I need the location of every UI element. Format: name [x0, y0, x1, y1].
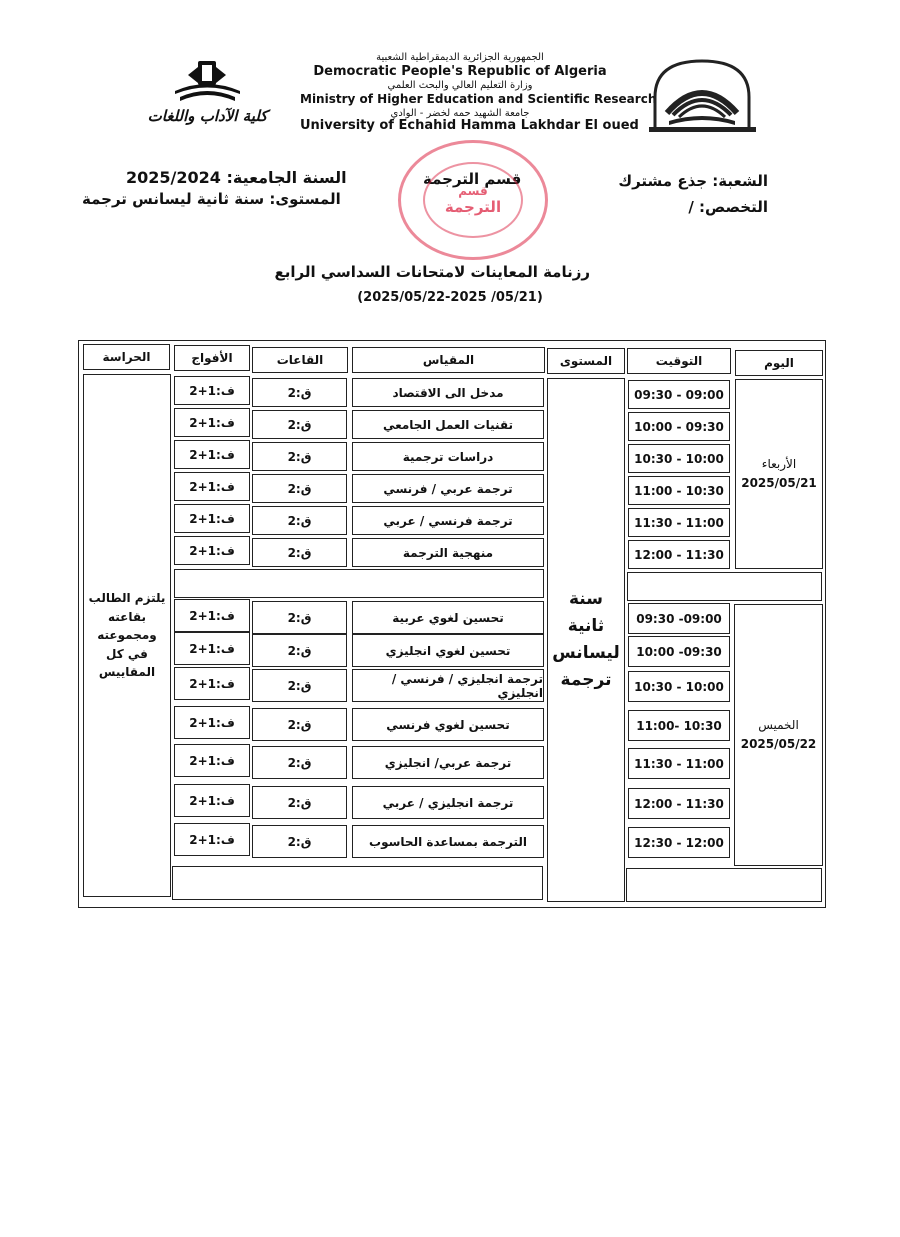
- module-cell: منهجية الترجمة: [352, 538, 544, 567]
- header-groups: الأفواج: [174, 345, 250, 371]
- department: قسم الترجمة: [423, 170, 522, 188]
- room-cell: ق:2: [252, 474, 347, 503]
- separator-row: [172, 866, 543, 900]
- guard-line: في كل: [106, 646, 148, 661]
- time-cell: 10:30 - 10:00: [628, 444, 730, 473]
- level-line: ثانية: [567, 615, 605, 636]
- room-cell: ق:2: [252, 378, 347, 407]
- groups-cell: ف:1+2: [174, 408, 250, 437]
- groups-cell: ف:1+2: [174, 667, 250, 700]
- time-cell: 09:30 - 09:00: [628, 380, 730, 409]
- guard-line: يلتزم الطالب: [88, 591, 166, 606]
- groups-cell: ف:1+2: [174, 784, 250, 817]
- en-republic: Democratic People's Republic of Algeria: [313, 64, 607, 79]
- time-cell: 10:00 - 09:30: [628, 412, 730, 441]
- room-cell: ق:2: [252, 825, 347, 858]
- groups-cell: ف:1+2: [174, 706, 250, 739]
- time-cell: 12:00 - 11:30: [628, 540, 730, 569]
- room-cell: ق:2: [252, 601, 347, 634]
- academic-year: السنة الجامعية: 2025/2024: [126, 168, 347, 187]
- separator-row: [627, 572, 822, 601]
- en-ministry: Ministry of Higher Education and Scientific Research: [300, 92, 657, 106]
- module-cell: تحسين لغوي فرنسي: [352, 708, 544, 741]
- level-line: ترجمة: [560, 670, 612, 691]
- time-cell: 11:00 - 10:30: [628, 476, 730, 505]
- module-cell: ترجمة انجليزي / عربي: [352, 786, 544, 819]
- separator-row: [174, 569, 544, 598]
- branch: الشعبة: جذع مشترك: [618, 172, 768, 190]
- room-cell: ق:2: [252, 634, 347, 667]
- module-cell: ترجمة عربي/ انجليزي: [352, 746, 544, 779]
- day-date: 2025/05/21: [741, 476, 817, 490]
- header-day: اليوم: [735, 350, 823, 376]
- stamp-line2: الترجمة: [444, 198, 502, 216]
- time-cell: 11:30 - 11:00: [628, 508, 730, 537]
- guard-line: ومجموعته: [97, 628, 157, 643]
- day-name: الأربعاء: [761, 457, 797, 472]
- ar-ministry: وزارة التعليم العالي والبحث العلمي: [387, 80, 533, 91]
- header-time: التوقيت: [627, 348, 731, 374]
- level-cell: [547, 378, 625, 902]
- schedule-period: (2025/05/22-2025 /05/21): [357, 290, 543, 305]
- level-line: ليسانس: [552, 643, 620, 663]
- room-cell: ق:2: [252, 669, 347, 702]
- groups-cell: ف:1+2: [174, 744, 250, 777]
- day-cell-thursday: [734, 604, 823, 866]
- module-cell: الترجمة بمساعدة الحاسوب: [352, 825, 544, 858]
- module-cell: تقنيات العمل الجامعي: [352, 410, 544, 439]
- module-cell: ترجمة عربي / فرنسي: [352, 474, 544, 503]
- header-module: المقياس: [352, 347, 545, 373]
- room-cell: ق:2: [252, 746, 347, 779]
- time-cell: 10:30 - 10:00: [628, 671, 730, 702]
- en-university: University of Echahid Hamma Lakhdar El oued: [300, 118, 639, 133]
- faculty-logo: [140, 55, 275, 135]
- guard-cell: [83, 374, 171, 897]
- ar-republic: الجمهورية الجزائرية الديمقراطية الشعبية: [376, 52, 544, 63]
- header-guard: الحراسة: [83, 344, 170, 370]
- room-cell: ق:2: [252, 410, 347, 439]
- room-cell: ق:2: [252, 506, 347, 535]
- day-date: 2025/05/22: [740, 737, 817, 751]
- book-logo-icon: [140, 55, 275, 105]
- module-cell: دراسات ترجمية: [352, 442, 544, 471]
- level-line: سنة: [569, 588, 603, 609]
- time-cell: 11:30 - 11:00: [628, 748, 730, 779]
- groups-cell: ف:1+2: [174, 599, 250, 632]
- groups-cell: ف:1+2: [174, 823, 250, 856]
- time-cell: 11:00- 10:30: [628, 710, 730, 741]
- stamp-line1: قسم: [458, 184, 488, 198]
- room-cell: ق:2: [252, 442, 347, 471]
- university-logo: [645, 55, 760, 135]
- room-cell: ق:2: [252, 786, 347, 819]
- module-cell: ترجمة فرنسي / عربي: [352, 506, 544, 535]
- room-cell: ق:2: [252, 538, 347, 567]
- time-cell: 10:00 -09:30: [628, 636, 730, 667]
- guard-line: بقاعته: [107, 609, 146, 624]
- university-emblem-icon: [645, 55, 760, 135]
- module-cell: ترجمة انجليزي / فرنسي / انجليزي: [352, 669, 544, 702]
- day-cell-wednesday: [735, 379, 823, 569]
- guard-line: المقاييس: [98, 665, 156, 680]
- specialty: التخصص: /: [688, 198, 768, 216]
- module-cell: مدخل الى الاقتصاد: [352, 378, 544, 407]
- day-name: الخميس: [758, 718, 799, 733]
- schedule-title: رزنامة المعاينات لامتحانات السداسي الرابع: [274, 263, 590, 281]
- time-cell: 09:30 -09:00: [628, 603, 730, 634]
- separator-row: [626, 868, 822, 902]
- groups-cell: ف:1+2: [174, 632, 250, 665]
- header-room: القاعات: [252, 347, 348, 373]
- groups-cell: ف:1+2: [174, 536, 250, 565]
- department-stamp: [398, 140, 548, 260]
- groups-cell: ف:1+2: [174, 376, 250, 405]
- groups-cell: ف:1+2: [174, 472, 250, 501]
- time-cell: 12:00 - 11:30: [628, 788, 730, 819]
- faculty-logo-text: كلية الآداب واللغات: [147, 107, 268, 125]
- level-info: المستوى: سنة ثانية ليسانس ترجمة: [82, 190, 341, 208]
- time-cell: 12:30 - 12:00: [628, 827, 730, 858]
- room-cell: ق:2: [252, 708, 347, 741]
- ar-university: جامعة الشهيد حمه لخضر - الوادي: [390, 108, 530, 119]
- module-cell: تحسين لغوي عربية: [352, 601, 544, 634]
- module-cell: تحسين لغوي انجليزي: [352, 634, 544, 667]
- groups-cell: ف:1+2: [174, 504, 250, 533]
- header-level: المستوى: [547, 348, 625, 374]
- groups-cell: ف:1+2: [174, 440, 250, 469]
